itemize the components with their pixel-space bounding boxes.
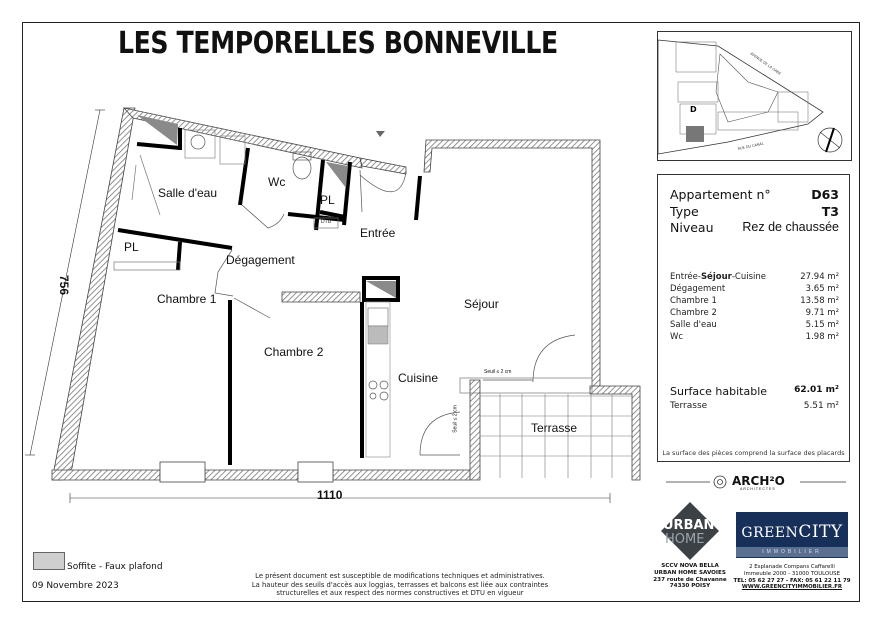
room-label-sejour: Séjour (464, 297, 499, 311)
urban-logo-line2: HOME (665, 532, 705, 547)
apartment-number-value: D63 (811, 187, 839, 202)
surface-row: Dégagement 3.65 m² (670, 284, 839, 294)
floor-plan (24, 60, 654, 540)
type-row (670, 204, 839, 219)
greencity-city: CITY (798, 522, 843, 542)
type-value: T3 (821, 204, 839, 219)
dimension-height: 756 (57, 274, 72, 296)
apartment-number-row (670, 187, 839, 202)
svg-text:AVENUE DE LA GARE: AVENUE DE LA GARE (749, 51, 782, 76)
soffite-legend-swatch (33, 552, 65, 570)
surface-value: 1.98 m² (805, 332, 839, 342)
archo-logo-text: ARCH²O (732, 474, 785, 488)
greencity-sub: IMMOBILIER (736, 547, 848, 557)
habitable-surface-label: Surface habitable (670, 385, 768, 398)
page-title: LES TEMPORELLES BONNEVILLE (118, 26, 558, 61)
terrace-value: 5.51 m² (803, 401, 839, 411)
level-label: Niveau (670, 220, 714, 235)
surface-value: 5.15 m² (805, 320, 839, 330)
dtu-label: DTU (321, 219, 332, 225)
surface-row: Chambre 1 13.58 m² (670, 296, 839, 306)
seuil-label-sejour: Seuil ≤ 2 cm (484, 369, 512, 375)
surface-value: 3.65 m² (805, 284, 839, 294)
terrace-label: Terrasse (670, 401, 708, 411)
archo-logo-sub: ARCHITECTES (740, 487, 776, 491)
surface-note: La surface des pièces comprend la surface des placards (662, 449, 845, 457)
habitable-surface-value: 62.01 m² (794, 385, 839, 395)
room-label-wc: Wc (268, 175, 286, 189)
room-label-entree: Entrée (360, 226, 396, 240)
svg-text:RUE DU CANAL: RUE DU CANAL (737, 141, 765, 151)
floor-plan-drawing (24, 60, 654, 540)
room-label-chambre-2: Chambre 2 (264, 345, 324, 359)
surface-value: 27.94 m² (800, 272, 839, 282)
type-label: Type (670, 204, 699, 219)
site-minimap (657, 31, 852, 161)
level-row (670, 220, 839, 235)
greencity-green: GREEN (741, 525, 799, 541)
urban-home-address: SCCV NOVA BELLA URBAN HOME SAVOIES 237 route de Chavanne 74330 POISY (653, 563, 727, 590)
document-date: 09 Novembre 2023 (32, 581, 119, 591)
habitable-surface-row (670, 385, 839, 398)
soffite-legend-label: Soffite - Faux plafond (67, 562, 163, 572)
room-label-chambre-1: Chambre 1 (157, 292, 217, 306)
minimap-block-label: D (690, 105, 697, 114)
room-label-cuisine: Cuisine (398, 371, 439, 385)
surface-row: Chambre 2 9.71 m² (670, 308, 839, 318)
room-label-terrasse: Terrasse (531, 421, 578, 435)
greencity-address: 2 Esplanade Compans Caffarelli Immeuble 2000 - 31000 TOULOUSE TEL: 05 62 27 27 - FAX: 05 61 22 11 79 WWW.GREENCITYIMMOBILIER.FR (733, 564, 851, 591)
apartment-number-label: Appartement n° (670, 187, 771, 202)
room-label-salle-eau: Salle d'eau (158, 186, 218, 200)
site-map-drawing (658, 32, 851, 160)
surface-row: Wc 1.98 m² (670, 332, 839, 342)
dimension-width: 1110 (317, 488, 343, 502)
disclaimer: Le présent document est susceptible de modifications techniques et administratives. La hauteur des seuils d'accès aux loggias, terrasses et balcons est liée aux contraintes structurelles et aux respect des normes constructives et DTU en vigueur (251, 572, 549, 598)
apartment-info-box (657, 174, 850, 462)
surface-value: 13.58 m² (800, 296, 839, 306)
archo-logo (662, 474, 850, 494)
room-label-pl-chambre: PL (124, 240, 139, 254)
level-value: Rez de chaussée (742, 220, 839, 234)
room-label-pl-wc: PL (320, 193, 335, 207)
surface-value: 9.71 m² (805, 308, 839, 318)
urban-home-logo (661, 502, 719, 560)
surface-row: Entrée-Séjour-Cuisine 27.94 m² (670, 272, 839, 282)
surface-row: Salle d'eau 5.15 m² (670, 320, 839, 330)
seuil-label-cuisine: Seuil ≤ 2 cm (452, 405, 459, 433)
terrace-row (670, 401, 839, 411)
greencity-logo (736, 512, 848, 558)
greencity-website-link[interactable]: WWW.GREENCITYIMMOBILIER.FR (741, 584, 843, 591)
room-label-degagement: Dégagement (226, 253, 295, 267)
urban-logo-line1: URBAN (663, 518, 715, 533)
